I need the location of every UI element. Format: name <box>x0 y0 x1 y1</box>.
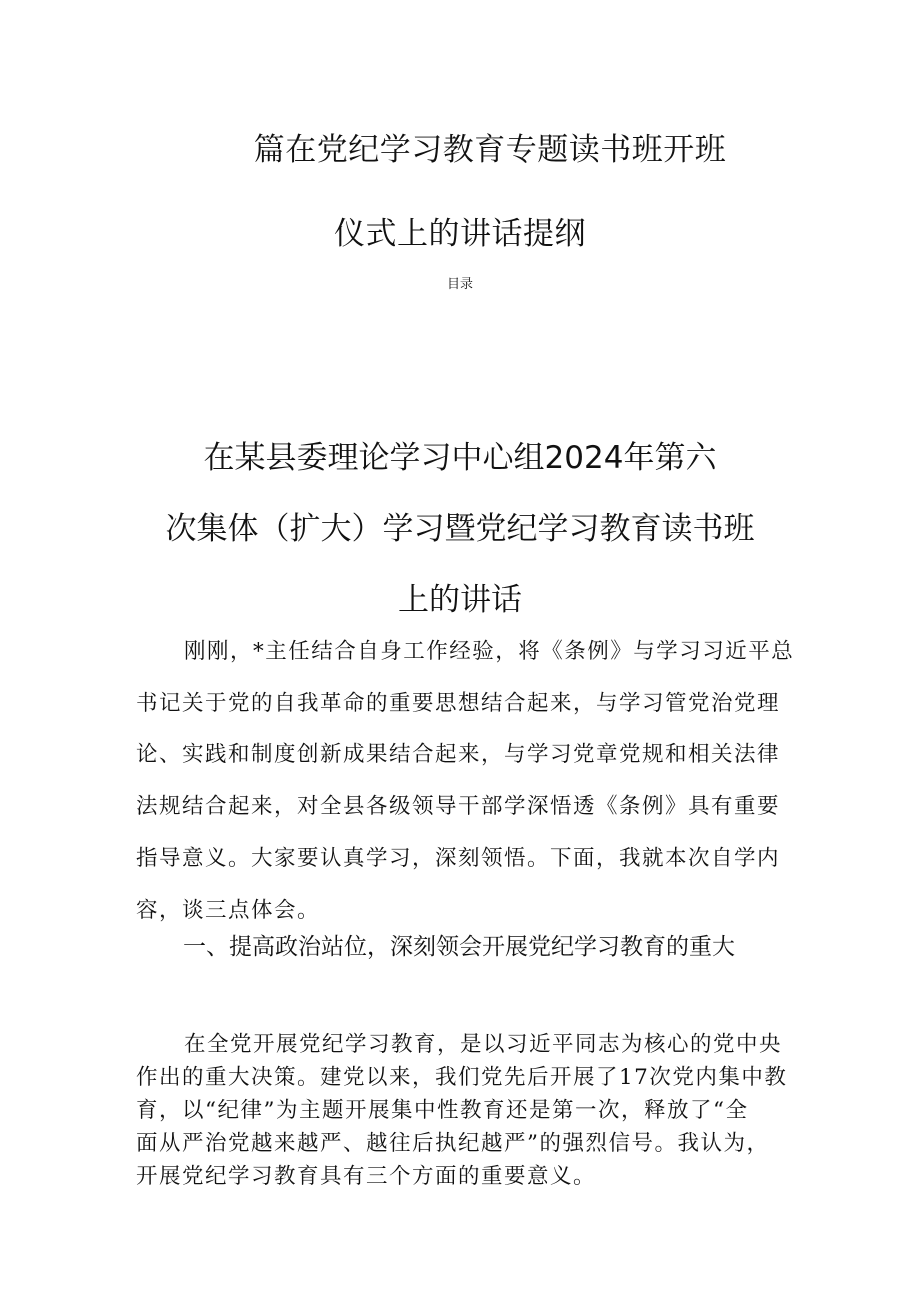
toc-label: 目录 <box>446 277 473 292</box>
speech-title-line-1: 在某县委理论学习中心组2024年第六 <box>203 440 717 476</box>
paragraph-line: 书记关于党的自我革命的重要思想结合起来，与学习管党治党理 <box>136 690 781 716</box>
paragraph-line: 法规结合起来，对全县各级领导干部学深悟透《条例》具有重要 <box>136 794 781 820</box>
paragraph-line: 育，以“纪律”为主题开展集中性教育还是第一次，释放了“全 <box>136 1098 749 1123</box>
paragraph-line: 在全党开展党纪学习教育，是以习近平同志为核心的党中央 <box>184 1032 783 1057</box>
paragraph-line: 容，谈三点体会。 <box>136 897 321 923</box>
body-paragraph-1 <box>136 626 795 936</box>
paragraph-line: 刚刚，*主任结合自身工作经验，将《条例》与学习习近平总 <box>184 639 795 664</box>
paragraph-line: 论、实践和制度创新成果结合起来，与学习党章党规和相关法律 <box>136 742 781 768</box>
paragraph-line: 开展党纪学习教育具有三个方面的重要意义。 <box>136 1164 597 1189</box>
paragraph-line: 指导意义。大家要认真学习，深刻领悟。下面，我就本次自学内 <box>136 845 781 871</box>
speech-title-line-3: 上的讲话 <box>398 582 522 618</box>
section-heading-1: 一、提高政治站位，深刻领会开展党纪学习教育的重大 <box>183 934 735 960</box>
speech-title-line-2: 次集体（扩大）学习暨党纪学习教育读书班 <box>165 511 755 547</box>
paragraph-line: 作出的重大决策。建党以来，我们党先后开展了17次党内集中教 <box>136 1065 788 1090</box>
cover-title-line-1: 篇在党纪学习教育专题读书班开班 <box>253 132 727 168</box>
body-paragraph-2 <box>136 1028 786 1193</box>
cover-title-line-2: 仪式上的讲话提纲 <box>334 216 586 252</box>
paragraph-line: 面从严治党越来越严、越往后执纪越严”的强烈信号。我认为， <box>136 1131 770 1156</box>
